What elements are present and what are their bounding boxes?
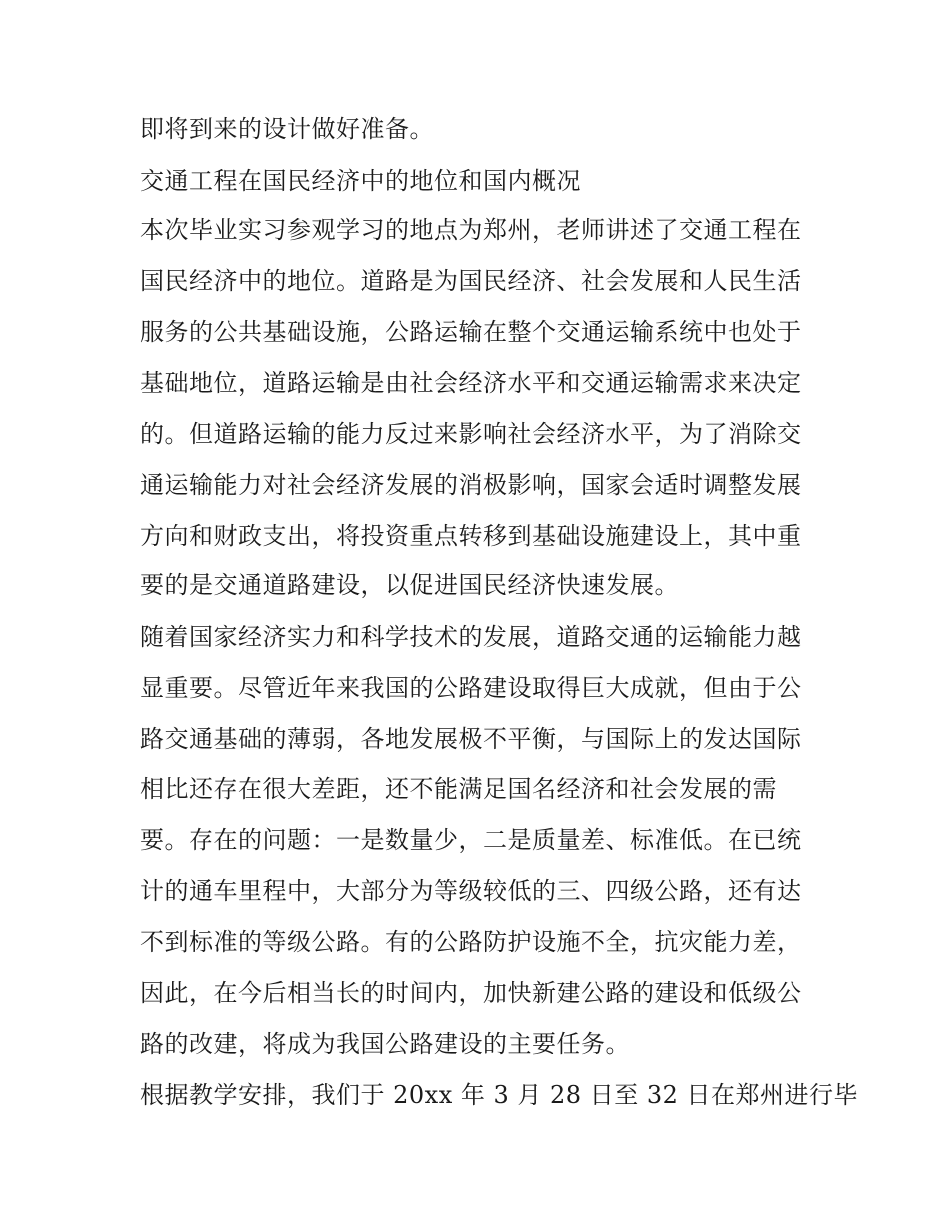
text-line: 即将到来的设计做好准备。: [140, 115, 434, 143]
text-line: 计的通车里程中，大部分为等级较低的三、四级公路，还有达: [140, 877, 802, 905]
text-line: 要的是交通道路建设，以促进国民经济快速发展。: [140, 571, 679, 599]
text-line: 因此，在今后相当长的时间内，加快新建公路的建设和低级公: [140, 979, 802, 1007]
text-line: 显重要。尽管近年来我国的公路建设取得巨大成就，但由于公: [140, 674, 802, 702]
text-line: 随着国家经济实力和科学技术的发展，道路交通的运输能力越: [140, 623, 802, 651]
text-line: 要。存在的问题：一是数量少，二是质量差、标准低。在已统: [140, 826, 802, 854]
text-line: 通运输能力对社会经济发展的消极影响，国家会适时调整发展: [140, 471, 802, 499]
text-line: 相比还存在很大差距，还不能满足国名经济和社会发展的需: [140, 775, 777, 803]
text-line: 路交通基础的薄弱，各地发展极不平衡，与国际上的发达国际: [140, 725, 802, 753]
text-line: 的。但道路运输的能力反过来影响社会经济水平，为了消除交: [140, 420, 802, 448]
text-line: 国民经济中的地位。道路是为国民经济、社会发展和人民生活: [140, 267, 802, 295]
text-line: 本次毕业实习参观学习的地点为郑州，老师讲述了交通工程在: [140, 216, 802, 244]
text-line: 方向和财政支出，将投资重点转移到基础设施建设上，其中重: [140, 522, 802, 550]
text-line: 不到标准的等级公路。有的公路防护设施不全，抗灾能力差，: [140, 928, 802, 956]
section-heading: 交通工程在国民经济中的地位和国内概况: [140, 167, 581, 195]
text-line: 服务的公共基础设施，公路运输在整个交通运输系统中也处于: [140, 318, 802, 346]
text-line: 基础地位，道路运输是由社会经济水平和交通运输需求来决定: [140, 369, 802, 397]
text-line: 路的改建，将成为我国公路建设的主要任务。: [140, 1030, 630, 1058]
text-line: 根据教学安排，我们于 20xx 年 3 月 28 日至 32 日在郑州进行毕: [140, 1081, 858, 1109]
